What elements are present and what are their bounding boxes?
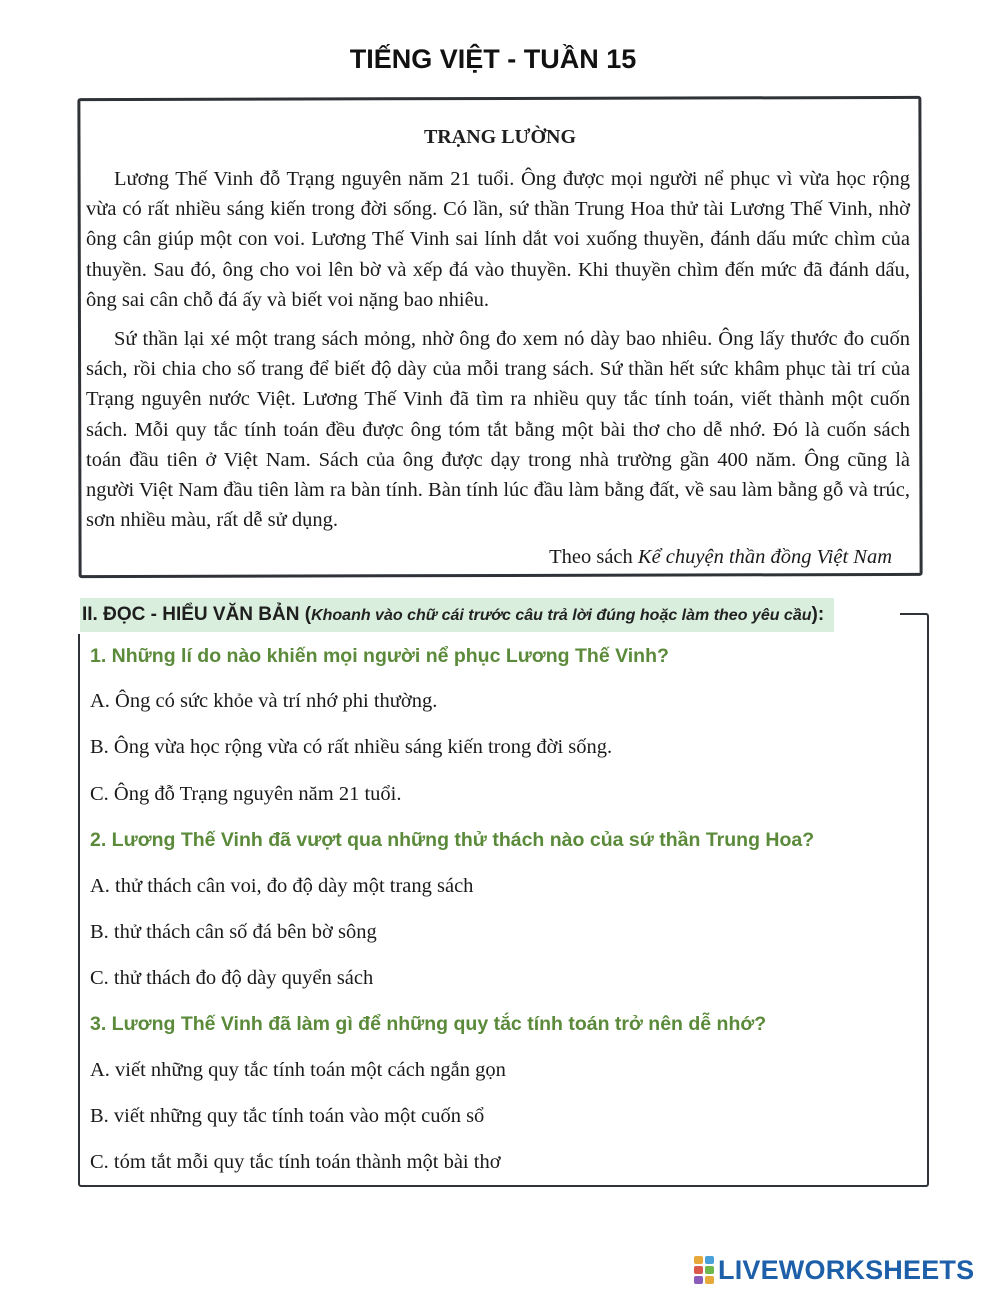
- story-paragraph: Lương Thế Vinh đỗ Trạng nguyên năm 21 tuổi. Ông được mọi người nể phục vì vừa học rộng vừa có rất nhiều sáng kiến trong đời sống. Có lần, sứ thần Trung Hoa thử tài Lương Thế Vinh, nhờ ông cân giúp một con voi. Lương Thế Vinh sai lính dắt voi xuống thuyền, đánh dấu mức chìm của thuyền. Sau đó, ông cho voi lên bờ và xếp đá vào thuyền. Khi thuyền chìm đến mức đã đánh dấu, ông sai cân chỗ đá ấy và biết voi nặng bao nhiêu.: [86, 168, 910, 311]
- section-hint: Khoanh vào chữ cái trước câu trả lời đúng hoặc làm theo yêu cầu: [311, 607, 812, 624]
- answer-option[interactable]: C. thử thách đo độ dày quyển sách: [90, 967, 374, 989]
- question-3: 3. Lương Thế Vinh đã làm gì để những quy tắc tính toán trở nên dễ nhớ?: [90, 1013, 767, 1035]
- story-body: [86, 164, 910, 535]
- answer-option[interactable]: C. Ông đỗ Trạng nguyên năm 21 tuổi.: [90, 783, 402, 805]
- liveworksheets-brand: LIVEWORKSHEETS: [718, 1254, 975, 1285]
- section-title: II. ĐỌC - HIỂU VĂN BẢN (: [82, 604, 312, 625]
- liveworksheets-logo-icon: [694, 1256, 714, 1284]
- story-paragraph: Sứ thần lại xé một trang sách mỏng, nhờ ông đo xem nó dày bao nhiêu. Ông lấy thước đo cuốn sách, rồi chia cho số trang để biết độ dày của mỗi trang sách. Sứ thần hết sức khâm phục tài trí của Trạng nguyên nước Việt. Lương Thế Vinh đã tìm ra nhiều quy tắc tính toán, viết thành một cuốn sách. Mỗi quy tắc tính toán đều được ông tóm tắt bằng một bài thơ cho dễ nhớ. Đó là cuốn sách toán đầu tiên ở Việt Nam. Sách của ông được dạy trong nhà trường gần 400 năm. Ông cũng là người Việt Nam đầu tiên làm ra bàn tính. Bàn tính lúc đầu làm bằng đất, về sau làm bằng gỗ và trúc, sơn nhiều màu, rất dễ sử dụng.: [86, 328, 910, 532]
- story-title: TRẠNG LƯỜNG: [423, 126, 577, 148]
- answer-option[interactable]: A. Ông có sức khỏe và trí nhớ phi thường.: [90, 690, 438, 712]
- liveworksheets-logo: [694, 1254, 974, 1286]
- question-1: 1. Những lí do nào khiến mọi người nể phục Lương Thế Vinh?: [90, 645, 669, 667]
- source-book-title: Kể chuyện thần đồng Việt Nam: [637, 546, 892, 568]
- answer-option[interactable]: C. tóm tắt mỗi quy tắc tính toán thành một bài thơ: [90, 1151, 501, 1173]
- source-prefix: Theo sách: [549, 546, 638, 568]
- section-header-label: [80, 598, 834, 632]
- story-source: [549, 546, 892, 569]
- answer-option[interactable]: B. thử thách cân số đá bên bờ sông: [90, 921, 377, 943]
- section-header: [78, 598, 900, 634]
- answer-option[interactable]: B. Ông vừa học rộng vừa có rất nhiều sáng kiến trong đời sống.: [90, 736, 613, 758]
- answer-option[interactable]: A. thử thách cân voi, đo độ dày một trang sách: [90, 875, 474, 897]
- section-title-end: ):: [811, 604, 825, 625]
- answer-option[interactable]: A. viết những quy tắc tính toán một cách ngắn gọn: [90, 1059, 506, 1081]
- question-2: 2. Lương Thế Vinh đã vượt qua những thử thách nào của sứ thần Trung Hoa?: [90, 829, 815, 851]
- page-title: TIẾNG VIỆT - TUẦN 15: [349, 44, 637, 74]
- answer-option[interactable]: B. viết những quy tắc tính toán vào một cuốn sổ: [90, 1105, 485, 1127]
